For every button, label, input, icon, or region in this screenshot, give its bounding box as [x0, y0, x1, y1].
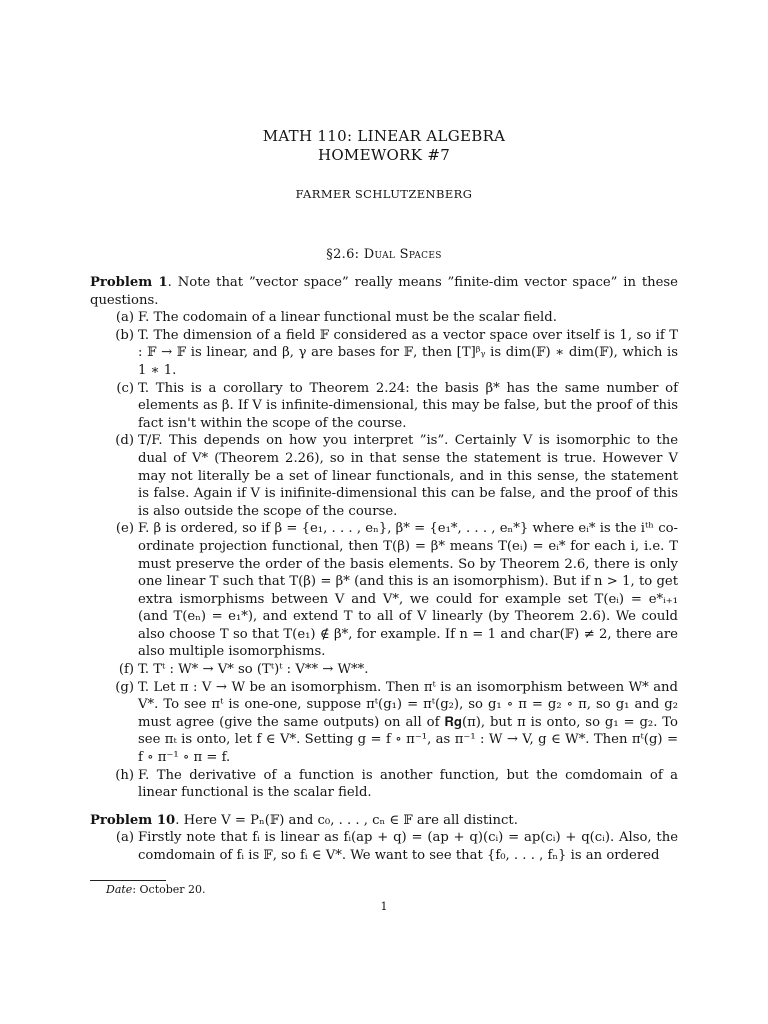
- answer-item: [90, 767, 678, 802]
- answer-label: (a): [115, 830, 134, 846]
- problem-10-label: Problem 10: [90, 812, 176, 828]
- answer-text: Firstly note that fᵢ is linear as fᵢ(ap + q) = (ap + q)(cᵢ) = ap(cᵢ) + q(cᵢ). Also, the comdomain of fᵢ is 𝔽, so fᵢ ∈ V*. We want to see that {f₀, . . . , fₙ} is an ordered: [138, 830, 678, 863]
- answer-text: F. The codomain of a linear functional must be the scalar field.: [138, 310, 557, 326]
- answer-label: (c): [116, 380, 134, 396]
- answer-item: [90, 327, 678, 380]
- answer-text: T. Let π : V → W be an isomorphism. Then πᵗ is an isomorphism between W* and V*. To see πᵗ is one-one, suppose πᵗ(g₁) = πᵗ(g₂), so g₁ ∘ π = g₂ ∘ π, so g₁ and g₂ must agree (give the same outputs) on all of 𝐑𝐠(π), but π is onto, so g₁ = g₂. To see πₜ is onto, let f ∈ V*. Setting g = f ∘ π⁻¹, as π⁻¹ : W → V, g ∈ W*. Then πᵗ(g) = f ∘ π⁻¹ ∘ π = f.: [138, 679, 678, 766]
- answer-item: [90, 380, 678, 433]
- problem-10-intro: [90, 812, 678, 830]
- author-name: FARMER SCHLUTZENBERG: [295, 187, 473, 201]
- problem-1-answers: [90, 309, 678, 802]
- answer-label: (h): [115, 767, 134, 783]
- answer-item: [90, 520, 678, 661]
- answer-label: (e): [115, 521, 134, 537]
- answer-item: [90, 661, 678, 679]
- answer-text: T. The dimension of a field 𝔽 considered as a vector space over itself is 1, so if T : 𝔽 → 𝔽 is linear, and β, γ are bases for 𝔽, then [T]ᵝᵧ is dim(𝔽) ∗ dim(𝔽), which is 1 ∗ 1.: [138, 327, 678, 378]
- problem-10-intro-text: . Here V = Pₙ(𝔽) and c₀, . . . , cₙ ∈ 𝔽 are all distinct.: [175, 812, 518, 828]
- page-number: 1: [380, 900, 388, 913]
- paper-title: [0, 127, 768, 165]
- title-line-1: MATH 110: LINEAR ALGEBRA: [262, 127, 506, 145]
- answer-item: [90, 432, 678, 520]
- answer-item: [90, 309, 678, 327]
- title-line-2: HOMEWORK #7: [317, 146, 451, 164]
- footnote-key: Date: [106, 883, 133, 896]
- spacer: [90, 802, 678, 812]
- problem-1-intro: [90, 274, 678, 309]
- answer-text: T/F. This depends on how you interpret ”is”. Certainly V is isomorphic to the dual of V* (Theorem 2.26), so in that sense the statement is true. However V may not literally be a set of linear functionals, and in this sense, the statement is false. Again if V is inifinite-dimensional this can be false, and the proof of this is also outside the scope of the course.: [138, 433, 678, 519]
- section-symbol: §2.6:: [326, 247, 360, 262]
- section-name: Dual Spaces: [363, 247, 442, 262]
- answer-label: (b): [115, 327, 134, 343]
- answer-label: (f): [118, 662, 134, 678]
- answer-text: F. β is ordered, so if β = {e₁, . . . , eₙ}, β* = {e₁*, . . . , eₙ*} where eᵢ* is the iᵗʰ co-ordinate projection functional, then T(β) = β* means T(eᵢ) = eᵢ* for each i, i.e. T must preserve the order of the basis elements. So by Theorem 2.6, there is only one linear T such that T(β) = β* (and this is an isomorphism). But if n > 1, to get extra ismorphisms between V and V*, we could for example set T(eᵢ) = e*ᵢ₊₁ (and T(eₙ) = e₁*), and extend T to all of V linearly (by Theorem 2.6). We could also choose T so that T(e₁) ∉ β*, for example. If n = 1 and char(𝔽) ≠ 2, there are also multiple isomorphisms.: [138, 521, 678, 660]
- answer-label: (d): [115, 433, 134, 449]
- problem-10-answers: [90, 829, 678, 864]
- answer-item: [90, 829, 678, 864]
- document-body: [90, 274, 678, 865]
- answer-text: T. This is a corollary to Theorem 2.24: the basis β* has the same number of elements as β. If V is infinite-dimensional, this may be false, but the proof of this fact isn't within the scope of the course.: [138, 380, 678, 431]
- answer-text: F. The derivative of a function is another function, but the comdomain of a linear functional is the scalar field.: [138, 767, 678, 801]
- footnote: [106, 883, 206, 896]
- problem-1-intro-text: . Note that ”vector space” really means ”finite-dim vector space” in these questions.: [90, 275, 678, 308]
- answer-label: (g): [115, 679, 134, 695]
- answer-item: [90, 679, 678, 767]
- footnote-rule: [90, 880, 166, 881]
- problem-1-label: Problem 1: [90, 275, 168, 290]
- section-heading: [0, 247, 768, 262]
- answer-text: T. Tᵗ : W* → V* so (Tᵗ)ᵗ : V** → W**.: [138, 662, 369, 678]
- answer-label: (a): [115, 310, 134, 326]
- footnote-value: : October 20.: [132, 883, 206, 896]
